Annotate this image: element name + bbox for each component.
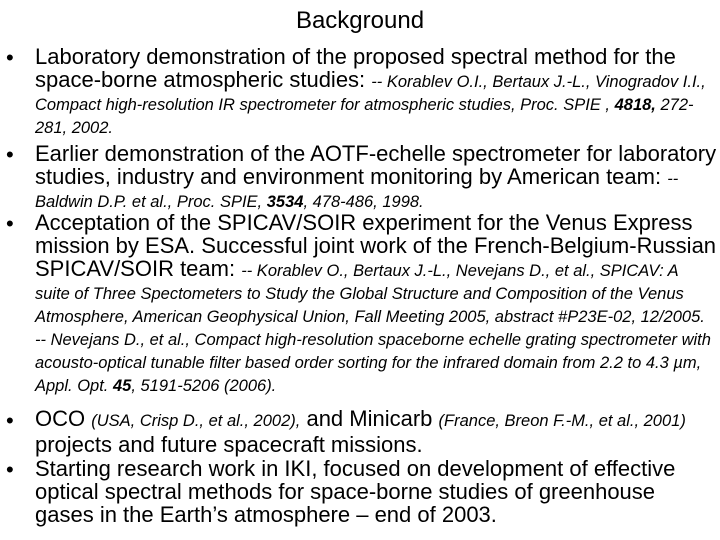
- bullet-marker: •: [6, 457, 14, 482]
- bullet-main-text: Earlier demonstration of the AOTF-echelle spectrometer for laboratory studies, industry and environment monitoring by American team:: [35, 141, 717, 189]
- citation-volume: 3534: [266, 193, 304, 211]
- citation-volume: 45: [112, 377, 132, 395]
- citation: -- Korablev O., Bertaux J.-L., Nevejans D., et al., SPICAV: A suite of Three Spectometers to Study the Global Structure and Composition of the Venus Atmosphere, American Geophysical Union, Fall Meeting 2005, abstract #P23E-02, 12/2005. -- Nevejans D., et al., Compact high-resolution spaceborne echelle grating spectrometer with acousto-optical tunable filter based order sorting for the infrared domain from 2.2 to 4.3 µm, Appl. Opt. 45, 5191-5206 (2006).: [35, 262, 711, 395]
- citation: -- Baldwin D.P. et al., Proc. SPIE, 3534, 478-486, 1998.: [35, 170, 679, 211]
- mission-oco: OCO: [35, 406, 86, 431]
- bullet-marker: •: [6, 142, 14, 167]
- bullet-text: [35, 407, 717, 456]
- bullet-text: [35, 142, 717, 211]
- citation-volume: 4818,: [614, 96, 656, 114]
- bullet-main-text: Laboratory demonstration of the proposed spectral method for the space-borne atmospheric studies:: [35, 44, 676, 92]
- citation: (France, Breon F.-M., et al., 2001): [438, 412, 686, 430]
- mission-minicarb: and Minicarb: [306, 406, 433, 431]
- citation: (USA, Crisp D., et al., 2002),: [91, 412, 301, 430]
- bullet-marker: •: [6, 211, 14, 236]
- citation: -- Korablev O.I., Bertaux J.-L., Vinogradov I.I., Compact high-resolution IR spectrometer for atmospheric studies, Proc. SPIE , 4818, 272-281, 2002.: [35, 73, 706, 137]
- slide-title: Background: [295, 7, 425, 34]
- bullet-main-text: projects and future spacecraft missions.: [35, 432, 423, 457]
- bullet-marker: •: [6, 45, 14, 70]
- bullet-text: [35, 211, 717, 395]
- bullet-main-text: Starting research work in IKI, focused on development of effective optical spectral methods for space-borne studies of greenhouse gases in the Earth’s atmosphere – end of 2003.: [35, 456, 676, 527]
- bullet-main-text: Acceptation of the SPICAV/SOIR experiment for the Venus Express mission by ESA. Successful joint work of the French-Belgium-Russian SPICAV/SOIR team:: [35, 210, 717, 281]
- bullet-marker: •: [6, 408, 14, 433]
- bullet-text: [35, 45, 717, 137]
- bullet-text: [35, 457, 717, 526]
